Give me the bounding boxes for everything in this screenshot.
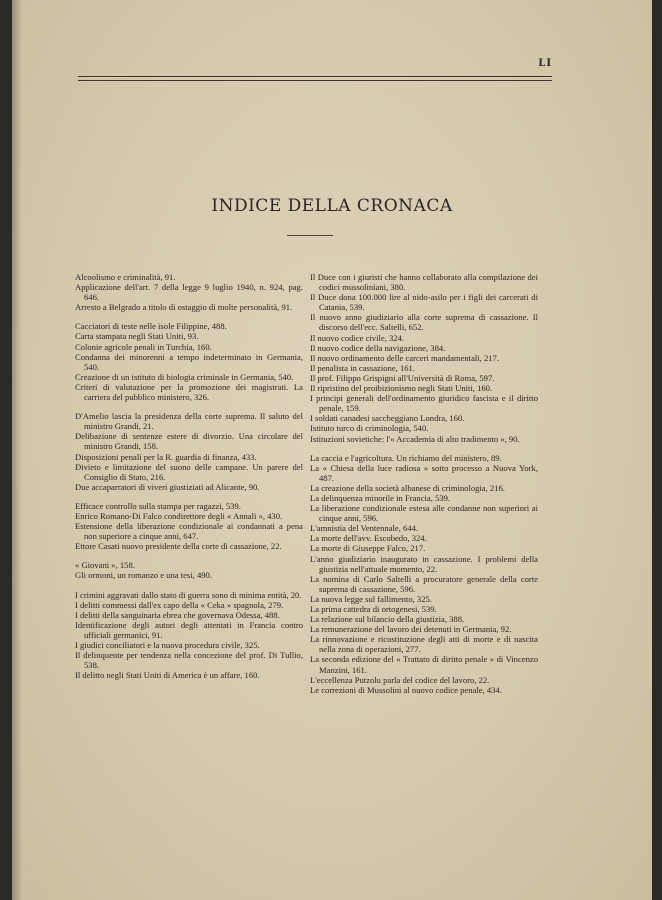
index-entry: Istituto turco di criminologia, 540. xyxy=(310,423,429,434)
index-entry: Cacciatori di teste nelle isole Filippine, 488. xyxy=(75,321,227,332)
index-entry: L'anno giudiziario inaugurato in cassazione. I problemi della giustizia nell'attuale momento, 22. xyxy=(310,553,538,574)
index-entry: Identificazione degli autori degli attentati in Francia contro ufficiali germanici, 91. xyxy=(75,619,303,640)
index-entry: Due accaparratori di viveri giustiziati ad Alicante, 90. xyxy=(75,481,260,492)
header-rule-top xyxy=(78,76,552,77)
index-entry: La caccia e l'agricoltura. Un richiamo del ministero, 89. xyxy=(310,452,502,463)
index-entry: Il delitto negli Stati Uniti di America è un affare, 160. xyxy=(75,670,260,681)
index-entry: D'Amelio lascia la presidenza della corte suprema. Il saluto del ministro Grandi, 21. xyxy=(75,411,303,432)
index-entry: L'amnistia del Ventennale, 644. xyxy=(310,523,419,534)
index-column-right xyxy=(310,272,538,695)
index-entry: La prima cattedra di ortogenesi, 539. xyxy=(310,604,437,614)
index-entry: I principi generali dell'ordinamento giuridico fascista e il diritto penale, 159. xyxy=(310,393,538,414)
index-entry: Estensione della liberazione condizionale ai condannati a pena non superiore a cinque anni, 647. xyxy=(75,521,303,542)
index-entry: Condanna dei minorenni a tempo indeterminato in Germania, 540. xyxy=(75,351,303,372)
index-entry: Divieto e limitazione del suono delle campane. Un parere del Consiglio di Stato, 216. xyxy=(75,461,303,482)
index-entry: La liberazione condizionale estesa alle condanne non superiori ai cinque anni, 596. xyxy=(310,503,538,524)
index-entry: Carta stampata negli Stati Uniti, 93. xyxy=(75,331,199,342)
index-entry: Creazione di un istituto di biologia criminale in Germania, 540. xyxy=(75,371,294,382)
index-entry: Delibazione di sentenze estere di divorzio. Una circolare del ministro Grandi, 158. xyxy=(75,431,303,452)
index-entry: Il nuovo anno giudiziario alla corte suprema di cassazione. Il discorso dell'ecc. Saltelli, 652. xyxy=(310,312,538,333)
index-entry: I delitti commessi dall'ex capo della « Ceka » spagnola, 279. xyxy=(75,599,284,610)
index-entry: Il nuovo ordinamento delle carceri mandamentali, 217. xyxy=(310,352,499,363)
index-entry: Applicazione dell'art. 7 della legge 9 luglio 1940, n. 924, pag. 646. xyxy=(75,282,303,303)
index-entry: Enrico Romano-Di Falco condirettore degli « Annali », 430. xyxy=(75,510,283,521)
index-entry: Il delinquente per tendenza nella concezione del prof. Di Tullio, 538. xyxy=(75,650,303,671)
index-entry: Colonie agricole penali in Turchia, 160. xyxy=(75,341,212,352)
index-entry: La « Chiesa della luce radiosa » sotto processo a Nuova York, 487. xyxy=(310,462,538,483)
index-entry: Gli ormoni, un romanzo e una tesi, 490. xyxy=(75,570,212,581)
title-underline xyxy=(287,235,333,236)
index-entry: Il prof. Filippo Grispigni all'Università di Roma, 597. xyxy=(310,372,495,383)
index-entry: La morte di Giuseppe Falco, 217. xyxy=(310,543,426,554)
index-entry: La rinnovazione e ricostituzione degli atti di morte e di nascita nella zona di operazioni, 277. xyxy=(310,634,538,655)
index-entry: I soldati canadesi saccheggiano Londra, 160. xyxy=(310,413,465,424)
page-binding-shadow xyxy=(12,0,22,900)
index-entry: Istituzioni sovietiche: l'« Accademia di alto tradimento », 90. xyxy=(310,433,520,444)
index-entry: Alcoolismo e criminalità, 91. xyxy=(75,272,176,282)
index-entry: « Giovani », 158. xyxy=(75,560,135,571)
index-entry: La seconda edizione del « Trattato di diritto penale » di Vincenzo Manzini, 161. xyxy=(310,654,538,675)
index-entry: Efficace controllo sulla stampa per ragazzi, 539. xyxy=(75,500,241,511)
book-page xyxy=(12,0,652,900)
index-entry: La nomina di Carlo Saltelli a procuratore generale della corte suprema di cassazione, 596. xyxy=(310,573,538,594)
index-entry: La remunerazione del lavoro dei detenuti in Germania, 92. xyxy=(310,624,512,635)
index-entry: Disposizioni penali per la R. guardia di finanza, 433. xyxy=(75,451,257,462)
index-entry: La nuova legge sul fallimento, 325. xyxy=(310,593,432,604)
index-entry: La delinquenza minorile in Francia, 539. xyxy=(310,492,451,503)
index-entry: Il penalista in cassazione, 161. xyxy=(310,362,416,373)
index-entry: L'eccellenza Putzolu parla del codice del lavoro, 22. xyxy=(310,674,490,685)
page-title: INDICE DELLA CRONACA xyxy=(211,196,453,216)
index-entry: Il Duce dona 100.000 lire al nido-asilo per i figli dei carcerati di Catania, 539. xyxy=(310,292,538,313)
index-entry: Ettore Casati nuovo presidente della corte di cassazione, 22. xyxy=(75,541,282,552)
index-entry: Il Duce con i giuristi che hanno collaborato alla compilazione dei codici mussoliniani, 380. xyxy=(310,272,538,293)
index-entry: La creazione della società albanese di criminologia, 216. xyxy=(310,482,505,493)
index-entry: I crimini aggravati dallo stato di guerra sono di minima entità, 20. xyxy=(75,589,302,600)
index-column-left xyxy=(75,272,303,680)
index-entry: Il nuovo codice della navigazione, 384. xyxy=(310,342,446,353)
index-entry: Il nuovo codice civile, 324. xyxy=(310,332,405,343)
index-entry: Arresto a Belgrado a titolo di ostaggio di molte personalità, 91. xyxy=(75,302,293,313)
index-entry: La relazione sul bilancio della giustizia, 388. xyxy=(310,614,465,625)
index-entry: I delitti della sanguinaria ebrea che governava Odessa, 488. xyxy=(75,609,280,620)
index-entry: Le correzioni di Mussolini al nuovo codice penale, 434. xyxy=(310,684,502,695)
index-entry: Criteri di valutazione per la promozione dei magistrati. La carriera del pubblico ministero, 326. xyxy=(75,381,303,403)
page-number: LI xyxy=(538,58,552,69)
index-entry: La morte dell'avv. Escobedo, 324. xyxy=(310,533,427,544)
index-entry: Il ripristino del proibizionismo negli Stati Uniti, 160. xyxy=(310,383,493,394)
header-rule-bottom xyxy=(78,80,552,81)
index-entry: I giudici conciliatori e la nuova procedura civile, 325. xyxy=(75,640,260,650)
